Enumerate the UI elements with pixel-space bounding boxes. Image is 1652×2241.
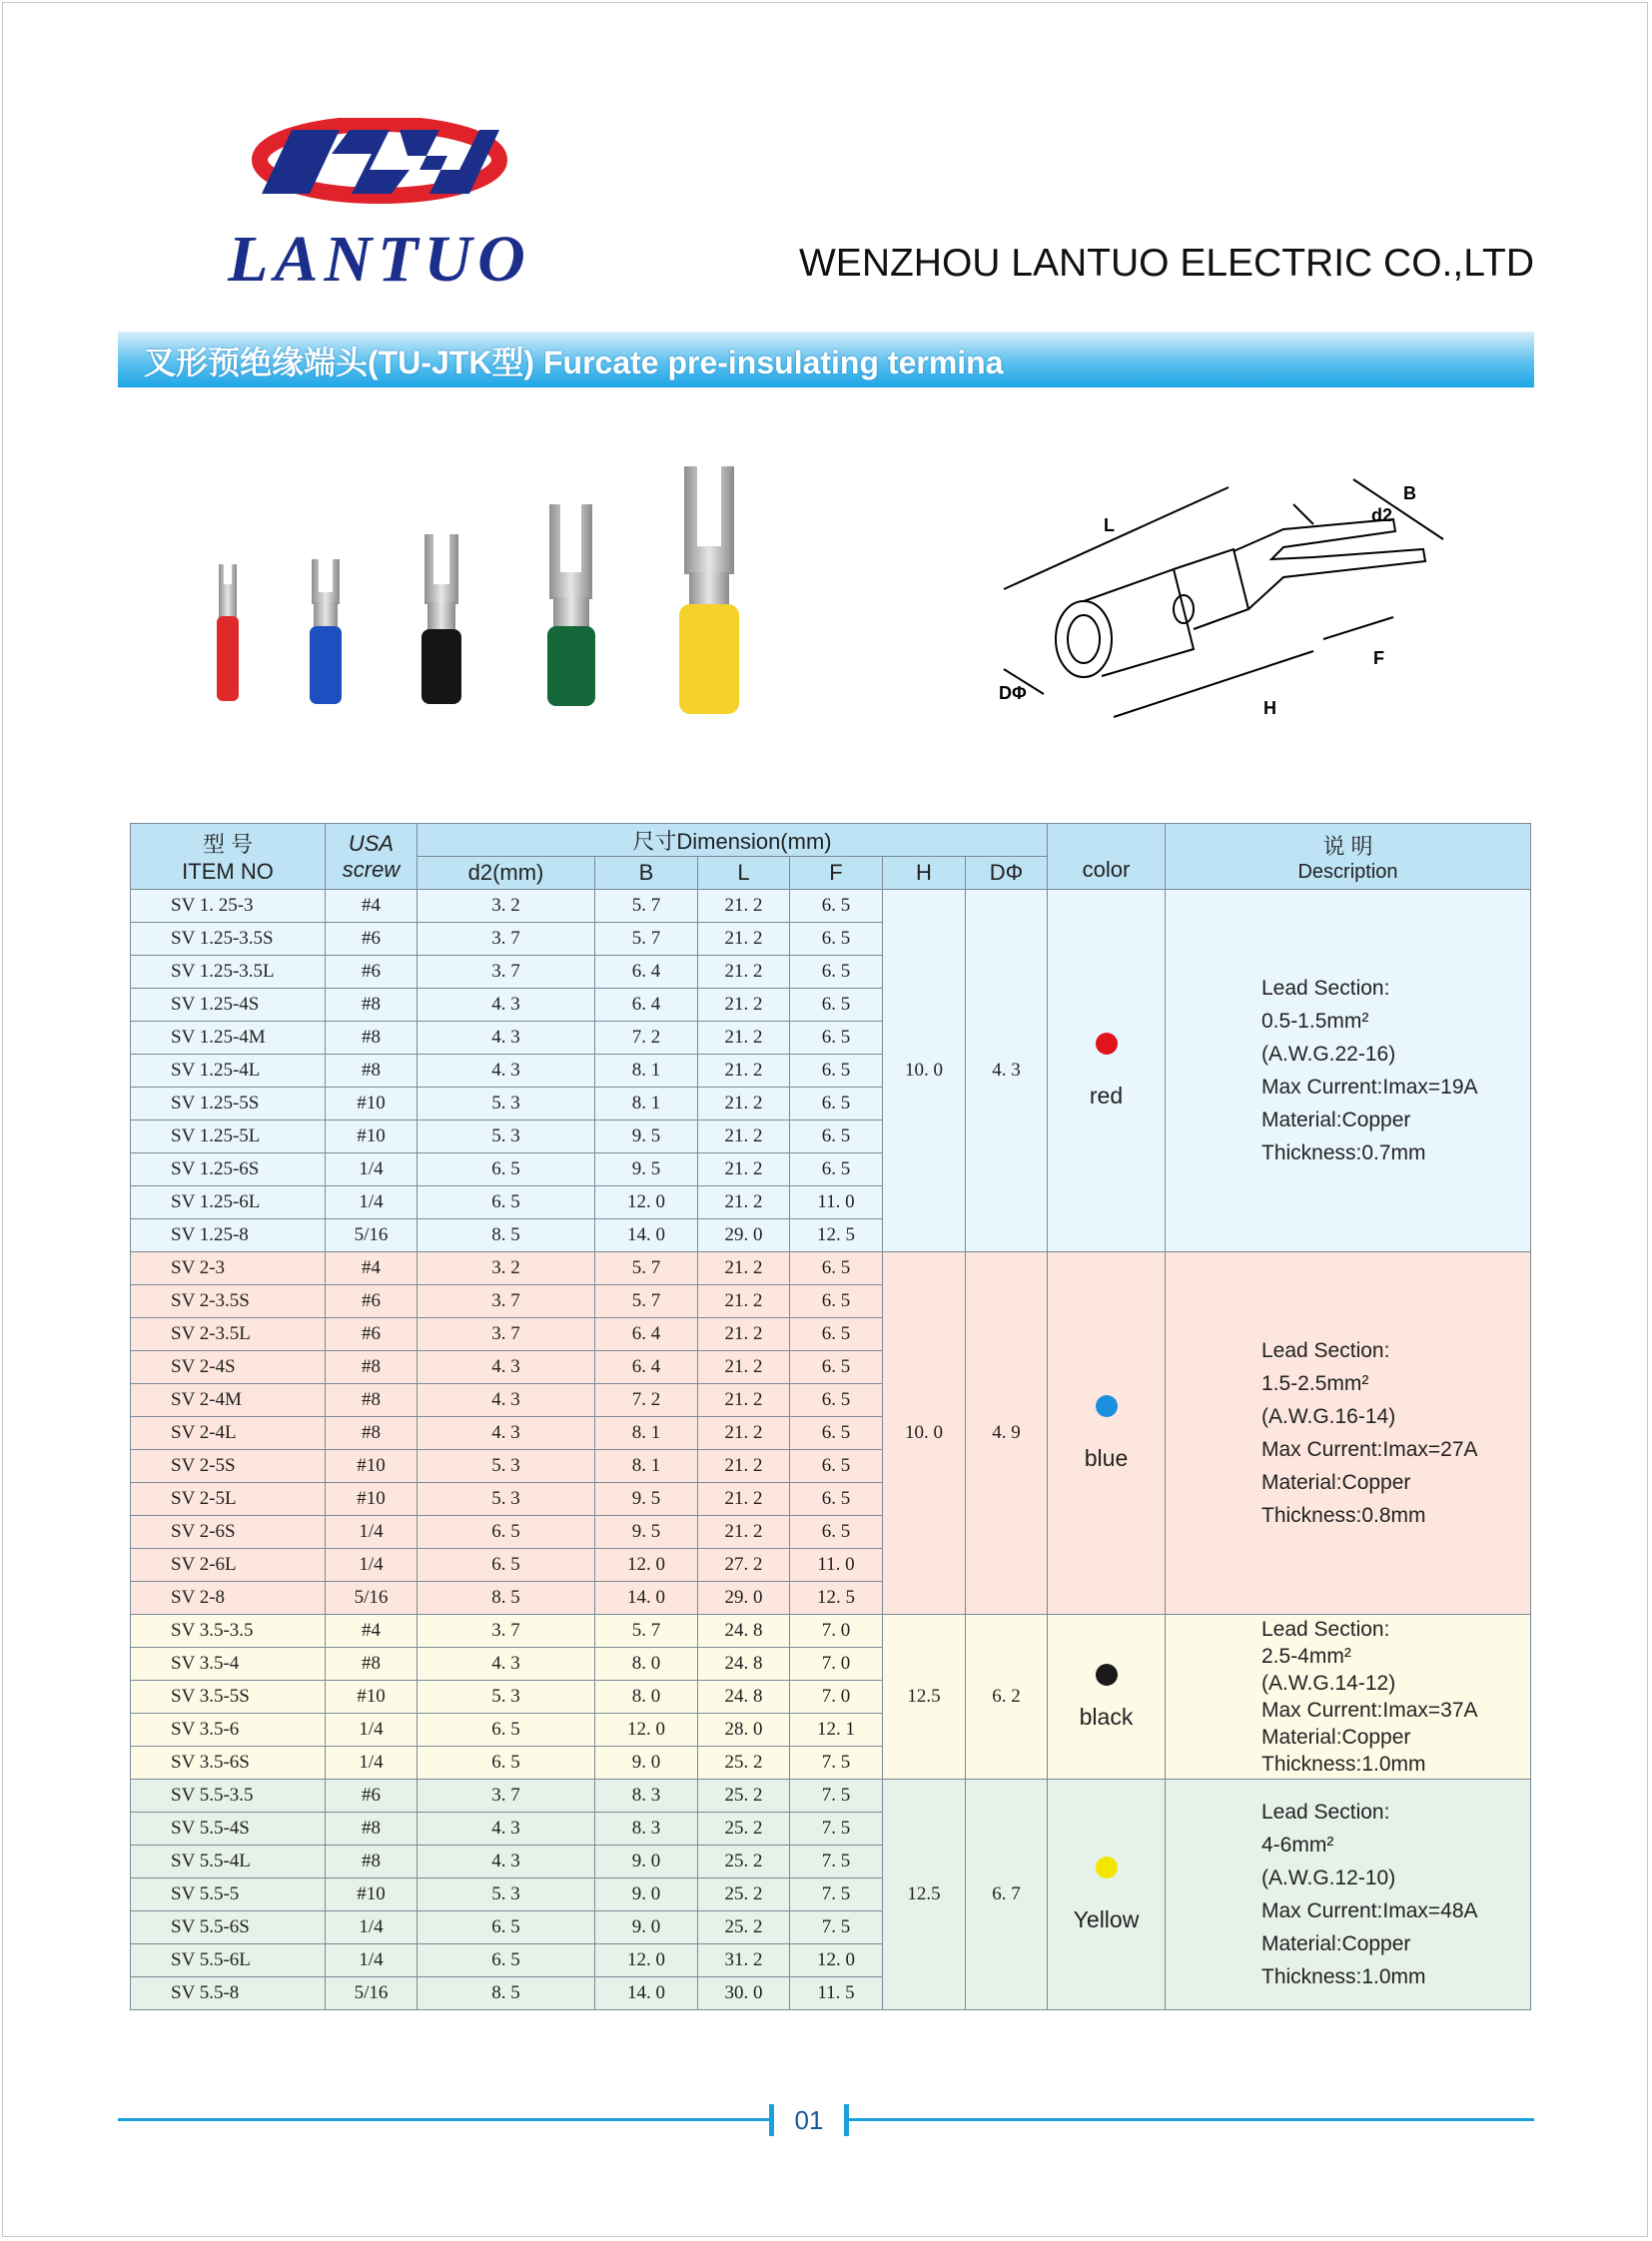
screw-cell: 1/4 — [326, 1516, 417, 1549]
b-cell: 12. 0 — [595, 1714, 698, 1747]
b-cell: 12. 0 — [595, 1944, 698, 1977]
b-cell: 9. 0 — [595, 1846, 698, 1878]
f-cell: 6. 5 — [790, 1088, 883, 1120]
d2-cell: 4. 3 — [417, 1351, 595, 1384]
item-header-en: ITEM NO — [182, 859, 274, 884]
color-dot-icon — [1096, 1395, 1118, 1417]
spec-table — [130, 823, 1531, 2010]
screw-cell: 5/16 — [326, 1582, 417, 1615]
item-cell: SV 1.25-4M — [131, 1022, 326, 1055]
description-line: Max Current:Imax=48A — [1261, 1899, 1478, 1922]
d2-cell: 4. 3 — [417, 1846, 595, 1878]
description-line: Material:Copper — [1261, 1726, 1411, 1749]
l-cell: 29. 0 — [698, 1219, 790, 1252]
description-line: Lead Section: — [1261, 1618, 1390, 1641]
l-cell: 21. 2 — [698, 923, 790, 956]
b-header: B — [595, 857, 698, 890]
b-cell: 8. 3 — [595, 1813, 698, 1846]
table-row — [131, 890, 1531, 923]
d2-header: d2(mm) — [417, 857, 595, 890]
l-cell: 21. 2 — [698, 1516, 790, 1549]
b-cell: 8. 3 — [595, 1780, 698, 1813]
green-terminal — [547, 504, 595, 706]
d-cell: 4. 9 — [966, 1252, 1048, 1615]
b-cell: 8. 1 — [595, 1417, 698, 1450]
b-cell: 5. 7 — [595, 1615, 698, 1648]
d2-cell: 3. 7 — [417, 1318, 595, 1351]
d2-cell: 5. 3 — [417, 1088, 595, 1120]
item-cell: SV 1.25-4L — [131, 1055, 326, 1088]
l-cell: 21. 2 — [698, 1351, 790, 1384]
d2-cell: 4. 3 — [417, 1384, 595, 1417]
item-cell: SV 1.25-6S — [131, 1153, 326, 1186]
blue-terminal — [310, 559, 342, 704]
item-cell: SV 2-3.5L — [131, 1318, 326, 1351]
f-cell: 6. 5 — [790, 956, 883, 989]
yellow-terminal — [679, 466, 739, 714]
b-cell: 8. 1 — [595, 1450, 698, 1483]
screw-cell: 1/4 — [326, 1944, 417, 1977]
spec-body — [131, 890, 1531, 2010]
b-cell: 5. 7 — [595, 1252, 698, 1285]
label-l: L — [1104, 515, 1115, 535]
item-cell: SV 1.25-4S — [131, 989, 326, 1022]
d2-cell: 6. 5 — [417, 1186, 595, 1219]
b-cell: 6. 4 — [595, 1351, 698, 1384]
color-cell — [1048, 890, 1166, 1252]
b-cell: 9. 5 — [595, 1483, 698, 1516]
screw-cell: #4 — [326, 1252, 417, 1285]
d2-cell: 3. 7 — [417, 1285, 595, 1318]
f-cell: 6. 5 — [790, 1417, 883, 1450]
l-cell: 21. 2 — [698, 890, 790, 923]
description-line: Thickness:1.0mm — [1261, 1965, 1426, 1988]
screw-header: screw — [342, 856, 401, 882]
d2-cell: 3. 7 — [417, 1780, 595, 1813]
l-cell: 25. 2 — [698, 1846, 790, 1878]
screw-cell: 5/16 — [326, 1977, 417, 2010]
l-cell: 24. 8 — [698, 1615, 790, 1648]
d2-cell: 5. 3 — [417, 1681, 595, 1714]
screw-cell: 5/16 — [326, 1219, 417, 1252]
l-cell: 30. 0 — [698, 1977, 790, 2010]
l-cell: 21. 2 — [698, 956, 790, 989]
screw-cell: #10 — [326, 1088, 417, 1120]
f-cell: 7. 0 — [790, 1681, 883, 1714]
f-cell: 7. 5 — [790, 1878, 883, 1911]
l-cell: 25. 2 — [698, 1878, 790, 1911]
color-header: color — [1048, 824, 1166, 890]
item-cell: SV 2-8 — [131, 1582, 326, 1615]
b-cell: 9. 0 — [595, 1747, 698, 1780]
label-h: H — [1263, 698, 1276, 718]
d2-cell: 4. 3 — [417, 1813, 595, 1846]
desc-header-en: Description — [1297, 860, 1398, 883]
d2-cell: 4. 3 — [417, 1648, 595, 1681]
d2-cell: 8. 5 — [417, 1219, 595, 1252]
f-cell: 6. 5 — [790, 1022, 883, 1055]
f-cell: 12. 0 — [790, 1944, 883, 1977]
item-cell: SV 5.5-6S — [131, 1911, 326, 1944]
page-number: 01 — [769, 2104, 849, 2136]
d2-cell: 5. 3 — [417, 1483, 595, 1516]
h-header: H — [883, 857, 966, 890]
item-cell: SV 1.25-5S — [131, 1088, 326, 1120]
b-cell: 8. 1 — [595, 1088, 698, 1120]
h-cell: 10. 0 — [883, 1252, 966, 1615]
item-cell: SV 2-6S — [131, 1516, 326, 1549]
l-cell: 25. 2 — [698, 1780, 790, 1813]
item-cell: SV 5.5-3.5 — [131, 1780, 326, 1813]
l-cell: 31. 2 — [698, 1944, 790, 1977]
company-name: WENZHOU LANTUO ELECTRIC CO.,LTD — [799, 242, 1534, 285]
l-cell: 27. 2 — [698, 1549, 790, 1582]
screw-cell: #10 — [326, 1450, 417, 1483]
description-line: (A.W.G.22-16) — [1261, 1043, 1396, 1066]
description-line: Thickness:1.0mm — [1261, 1753, 1426, 1776]
dimension-header: 尺寸Dimension(mm) — [417, 824, 1048, 857]
d2-cell: 4. 3 — [417, 1055, 595, 1088]
d2-cell: 4. 3 — [417, 989, 595, 1022]
brand-name: LANTUO — [228, 223, 531, 296]
f-cell: 12. 1 — [790, 1714, 883, 1747]
d2-cell: 4. 3 — [417, 1022, 595, 1055]
color-cell — [1048, 1780, 1166, 2010]
usa-screw-header — [326, 824, 417, 890]
item-cell: SV 1.25-5L — [131, 1120, 326, 1153]
b-cell: 14. 0 — [595, 1219, 698, 1252]
b-cell: 9. 5 — [595, 1153, 698, 1186]
screw-cell: #10 — [326, 1120, 417, 1153]
l-cell: 24. 8 — [698, 1681, 790, 1714]
screw-cell: #8 — [326, 1648, 417, 1681]
d2-cell: 3. 2 — [417, 1252, 595, 1285]
d2-cell: 4. 3 — [417, 1417, 595, 1450]
f-cell: 12. 5 — [790, 1582, 883, 1615]
description-header — [1166, 824, 1531, 890]
screw-cell: #6 — [326, 923, 417, 956]
d2-cell: 8. 5 — [417, 1977, 595, 2010]
f-cell: 12. 5 — [790, 1219, 883, 1252]
d2-cell: 3. 2 — [417, 890, 595, 923]
desc-header-cn: 说 明 — [1322, 833, 1373, 859]
table-row — [131, 1615, 1531, 1648]
b-cell: 8. 0 — [595, 1648, 698, 1681]
f-cell: 7. 5 — [790, 1911, 883, 1944]
item-cell: SV 3.5-6S — [131, 1747, 326, 1780]
b-cell: 9. 0 — [595, 1911, 698, 1944]
description-line: 2.5-4mm² — [1261, 1645, 1351, 1668]
description-line: Lead Section: — [1261, 1801, 1390, 1824]
description-line: Lead Section: — [1261, 1339, 1390, 1362]
h-cell: 10. 0 — [883, 890, 966, 1252]
description-line: 0.5-1.5mm² — [1261, 1010, 1369, 1033]
l-cell: 29. 0 — [698, 1582, 790, 1615]
table-row — [131, 1780, 1531, 1813]
banner-title: 叉形预绝缘端头(TU-JTK型) Furcate pre-insulating termina — [144, 345, 1004, 380]
f-cell: 6. 5 — [790, 1318, 883, 1351]
f-cell: 6. 5 — [790, 923, 883, 956]
label-d: DΦ — [999, 683, 1027, 703]
d-cell: 4. 3 — [966, 890, 1048, 1252]
d2-cell: 6. 5 — [417, 1911, 595, 1944]
b-cell: 14. 0 — [595, 1582, 698, 1615]
terminals-photo — [200, 454, 799, 774]
red-terminal — [217, 564, 239, 701]
l-cell: 28. 0 — [698, 1714, 790, 1747]
description-line: (A.W.G.16-14) — [1261, 1405, 1396, 1428]
f-cell: 6. 5 — [790, 1120, 883, 1153]
description-line: Max Current:Imax=27A — [1261, 1438, 1478, 1461]
b-cell: 9. 5 — [595, 1516, 698, 1549]
b-cell: 7. 2 — [595, 1384, 698, 1417]
screw-cell: 1/4 — [326, 1747, 417, 1780]
d2-cell: 6. 5 — [417, 1549, 595, 1582]
usa-header: USA — [348, 830, 395, 856]
d-cell: 6. 7 — [966, 1780, 1048, 2010]
d2-cell: 5. 3 — [417, 1450, 595, 1483]
screw-cell: #4 — [326, 890, 417, 923]
d2-cell: 3. 7 — [417, 923, 595, 956]
screw-cell: 1/4 — [326, 1153, 417, 1186]
f-cell: 11. 0 — [790, 1549, 883, 1582]
screw-cell: 1/4 — [326, 1911, 417, 1944]
screw-cell: #8 — [326, 989, 417, 1022]
d-header: DΦ — [966, 857, 1048, 890]
l-cell: 21. 2 — [698, 1318, 790, 1351]
screw-cell: #8 — [326, 1351, 417, 1384]
screw-cell: #10 — [326, 1483, 417, 1516]
b-cell: 5. 7 — [595, 1285, 698, 1318]
label-d2: d2 — [1371, 505, 1393, 525]
screw-cell: #6 — [326, 956, 417, 989]
item-cell: SV 5.5-8 — [131, 1977, 326, 2010]
l-cell: 21. 2 — [698, 1088, 790, 1120]
d2-cell: 3. 7 — [417, 1615, 595, 1648]
dimension-diagram — [984, 469, 1463, 749]
d2-cell: 5. 3 — [417, 1878, 595, 1911]
screw-cell: #8 — [326, 1384, 417, 1417]
l-cell: 21. 2 — [698, 989, 790, 1022]
screw-cell: #8 — [326, 1055, 417, 1088]
color-dot-icon — [1096, 1033, 1118, 1055]
label-b: B — [1403, 483, 1416, 503]
item-cell: SV 1.25-8 — [131, 1219, 326, 1252]
d2-cell: 6. 5 — [417, 1714, 595, 1747]
screw-cell: #6 — [326, 1285, 417, 1318]
description-line: Thickness:0.7mm — [1261, 1141, 1426, 1164]
l-cell: 21. 2 — [698, 1483, 790, 1516]
color-name: black — [1079, 1703, 1134, 1730]
screw-cell: 1/4 — [326, 1186, 417, 1219]
screw-cell: #6 — [326, 1318, 417, 1351]
item-cell: SV 5.5-5 — [131, 1878, 326, 1911]
description-line: (A.W.G.12-10) — [1261, 1867, 1396, 1889]
description-line: Material:Copper — [1261, 1471, 1411, 1494]
l-cell: 25. 2 — [698, 1911, 790, 1944]
description-line: (A.W.G.14-12) — [1261, 1672, 1396, 1695]
f-cell: 6. 5 — [790, 890, 883, 923]
item-header-cn: 型 号 — [202, 832, 254, 857]
item-header — [131, 824, 326, 890]
d2-cell: 6. 5 — [417, 1944, 595, 1977]
b-cell: 12. 0 — [595, 1549, 698, 1582]
color-cell — [1048, 1615, 1166, 1780]
l-cell: 21. 2 — [698, 1022, 790, 1055]
f-cell: 7. 5 — [790, 1747, 883, 1780]
item-cell: SV 1. 25-3 — [131, 890, 326, 923]
item-cell: SV 2-5S — [131, 1450, 326, 1483]
item-cell: SV 2-4L — [131, 1417, 326, 1450]
f-cell: 7. 0 — [790, 1615, 883, 1648]
color-dot-icon — [1096, 1664, 1118, 1686]
item-cell: SV 2-3.5S — [131, 1285, 326, 1318]
b-cell: 9. 0 — [595, 1878, 698, 1911]
screw-cell: #8 — [326, 1022, 417, 1055]
f-cell: 6. 5 — [790, 1055, 883, 1088]
screw-cell: #6 — [326, 1780, 417, 1813]
screw-cell: #10 — [326, 1878, 417, 1911]
description-line: 4-6mm² — [1261, 1834, 1334, 1857]
h-cell: 12.5 — [883, 1780, 966, 2010]
f-cell: 6. 5 — [790, 1516, 883, 1549]
description-cell — [1166, 890, 1531, 1252]
description-cell — [1166, 1780, 1531, 2010]
f-cell: 6. 5 — [790, 1483, 883, 1516]
f-cell: 7. 5 — [790, 1846, 883, 1878]
description-line: Material:Copper — [1261, 1932, 1411, 1955]
color-name: blue — [1084, 1444, 1129, 1471]
l-header: L — [698, 857, 790, 890]
description-line: Max Current:Imax=37A — [1261, 1699, 1478, 1722]
f-cell: 7. 5 — [790, 1813, 883, 1846]
item-cell: SV 5.5-6L — [131, 1944, 326, 1977]
f-cell: 6. 5 — [790, 989, 883, 1022]
d2-cell: 3. 7 — [417, 956, 595, 989]
label-f: F — [1373, 648, 1384, 668]
black-terminal — [421, 534, 461, 704]
description-cell — [1166, 1252, 1531, 1615]
h-cell: 12.5 — [883, 1615, 966, 1780]
color-cell — [1048, 1252, 1166, 1615]
b-cell: 6. 4 — [595, 989, 698, 1022]
f-cell: 6. 5 — [790, 1384, 883, 1417]
b-cell: 12. 0 — [595, 1186, 698, 1219]
item-cell: SV 5.5-4L — [131, 1846, 326, 1878]
d2-cell: 5. 3 — [417, 1120, 595, 1153]
item-cell: SV 3.5-3.5 — [131, 1615, 326, 1648]
item-cell: SV 2-4M — [131, 1384, 326, 1417]
b-cell: 5. 7 — [595, 890, 698, 923]
color-name: Yellow — [1073, 1905, 1140, 1932]
description-line: Lead Section: — [1261, 977, 1390, 1000]
l-cell: 21. 2 — [698, 1120, 790, 1153]
f-cell: 6. 5 — [790, 1351, 883, 1384]
l-cell: 21. 2 — [698, 1384, 790, 1417]
f-cell: 6. 5 — [790, 1252, 883, 1285]
f-cell: 11. 5 — [790, 1977, 883, 2010]
item-cell: SV 1.25-3.5S — [131, 923, 326, 956]
b-cell: 6. 4 — [595, 1318, 698, 1351]
f-cell: 7. 0 — [790, 1648, 883, 1681]
l-cell: 25. 2 — [698, 1813, 790, 1846]
screw-cell: #4 — [326, 1615, 417, 1648]
f-cell: 7. 5 — [790, 1780, 883, 1813]
item-cell: SV 1.25-6L — [131, 1186, 326, 1219]
l-cell: 21. 2 — [698, 1450, 790, 1483]
item-cell: SV 2-6L — [131, 1549, 326, 1582]
b-cell: 5. 7 — [595, 923, 698, 956]
l-cell: 24. 8 — [698, 1648, 790, 1681]
b-cell: 8. 1 — [595, 1055, 698, 1088]
item-cell: SV 3.5-4 — [131, 1648, 326, 1681]
screw-cell: 1/4 — [326, 1714, 417, 1747]
screw-cell: #8 — [326, 1846, 417, 1878]
l-cell: 25. 2 — [698, 1747, 790, 1780]
title-banner — [118, 332, 1534, 387]
item-cell: SV 5.5-4S — [131, 1813, 326, 1846]
screw-cell: #8 — [326, 1417, 417, 1450]
f-cell: 6. 5 — [790, 1285, 883, 1318]
l-cell: 21. 2 — [698, 1252, 790, 1285]
description-line: Max Current:Imax=19A — [1261, 1076, 1478, 1099]
b-cell: 8. 0 — [595, 1681, 698, 1714]
f-cell: 6. 5 — [790, 1450, 883, 1483]
f-header: F — [790, 857, 883, 890]
item-cell: SV 2-3 — [131, 1252, 326, 1285]
l-cell: 21. 2 — [698, 1285, 790, 1318]
item-cell: SV 2-5L — [131, 1483, 326, 1516]
f-cell: 11. 0 — [790, 1186, 883, 1219]
d2-cell: 6. 5 — [417, 1516, 595, 1549]
d2-cell: 8. 5 — [417, 1582, 595, 1615]
b-cell: 6. 4 — [595, 956, 698, 989]
b-cell: 14. 0 — [595, 1977, 698, 2010]
description-line: Material:Copper — [1261, 1109, 1411, 1131]
item-cell: SV 3.5-5S — [131, 1681, 326, 1714]
description-line: 1.5-2.5mm² — [1261, 1372, 1369, 1395]
b-cell: 7. 2 — [595, 1022, 698, 1055]
screw-cell: #8 — [326, 1813, 417, 1846]
d2-cell: 6. 5 — [417, 1747, 595, 1780]
d-cell: 6. 2 — [966, 1615, 1048, 1780]
l-cell: 21. 2 — [698, 1055, 790, 1088]
f-cell: 6. 5 — [790, 1153, 883, 1186]
b-cell: 9. 5 — [595, 1120, 698, 1153]
description-cell — [1166, 1615, 1531, 1780]
description-line: Thickness:0.8mm — [1261, 1504, 1426, 1527]
item-cell: SV 2-4S — [131, 1351, 326, 1384]
l-cell: 21. 2 — [698, 1153, 790, 1186]
color-name: red — [1089, 1082, 1124, 1109]
color-dot-icon — [1096, 1857, 1118, 1878]
l-cell: 21. 2 — [698, 1417, 790, 1450]
d2-cell: 6. 5 — [417, 1153, 595, 1186]
item-cell: SV 3.5-6 — [131, 1714, 326, 1747]
table-row — [131, 1252, 1531, 1285]
screw-cell: #10 — [326, 1681, 417, 1714]
l-cell: 21. 2 — [698, 1186, 790, 1219]
item-cell: SV 1.25-3.5L — [131, 956, 326, 989]
screw-cell: 1/4 — [326, 1549, 417, 1582]
